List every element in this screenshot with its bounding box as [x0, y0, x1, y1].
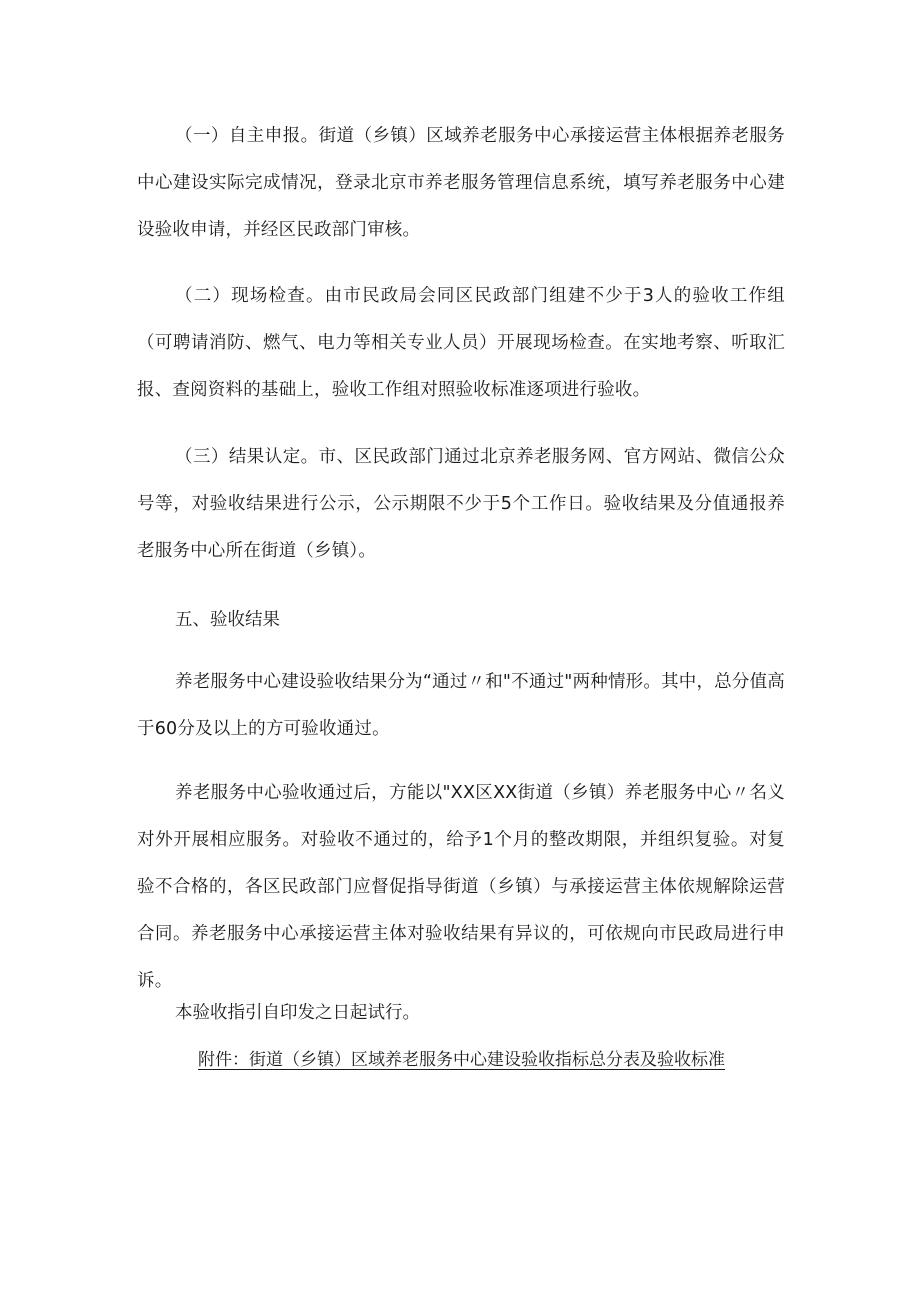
paragraph-self-report: （一）自主申报。街道（乡镇）区域养老服务中心承接运营主体根据养老服务中心建设实际完成情况，登录北京市养老服务管理信息系统，填写养老服务中心建设验收申请，并经区民政部门审核。 — [137, 126, 785, 240]
paragraph-result-confirm: （三）结果认定。市、区民政部门通过北京养老服务网、官方网站、微信公众号等，对验收结果进行公示，公示期限不少于5个工作日。验收结果及分值通报养老服务中心所在街道（乡镇）。 — [137, 447, 785, 561]
attachment-link[interactable]: 附件：街道（乡镇）区域养老服务中心建设验收指标总分表及验收标准 — [198, 1050, 725, 1070]
section-heading-results: 五、验收结果 — [175, 610, 280, 630]
paragraph-trial-note: 本验收指引自印发之日起试行。 — [175, 1003, 420, 1023]
paragraph-onsite-check: （二）现场检查。由市民政局会同区民政部门组建不少于3人的验收工作组（可聘请消防、燃气、电力等相关专业人员）开展现场检查。在实地考察、听取汇报、查阅资料的基础上，验收工作组对照验收标准逐项进行验收。 — [137, 286, 785, 400]
paragraph-pass-criteria: 养老服务中心建设验收结果分为“通过〃和"不通过"两种情形。其中，总分值高于60分及以上的方可验收通过。 — [137, 672, 785, 739]
paragraph-after-pass: 养老服务中心验收通过后，方能以"XX区XX街道（乡镇）养老服务中心〃名义对外开展相应服务。对验收不通过的，给予1个月的整改期限，并组织复验。对复验不合格的，各区民政部门应督促指导街道（乡镇）与承接运营主体依规解除运营合同。养老服务中心承接运营主体对验收结果有异议的，可依规向市民政局进行申诉。 — [137, 783, 785, 991]
